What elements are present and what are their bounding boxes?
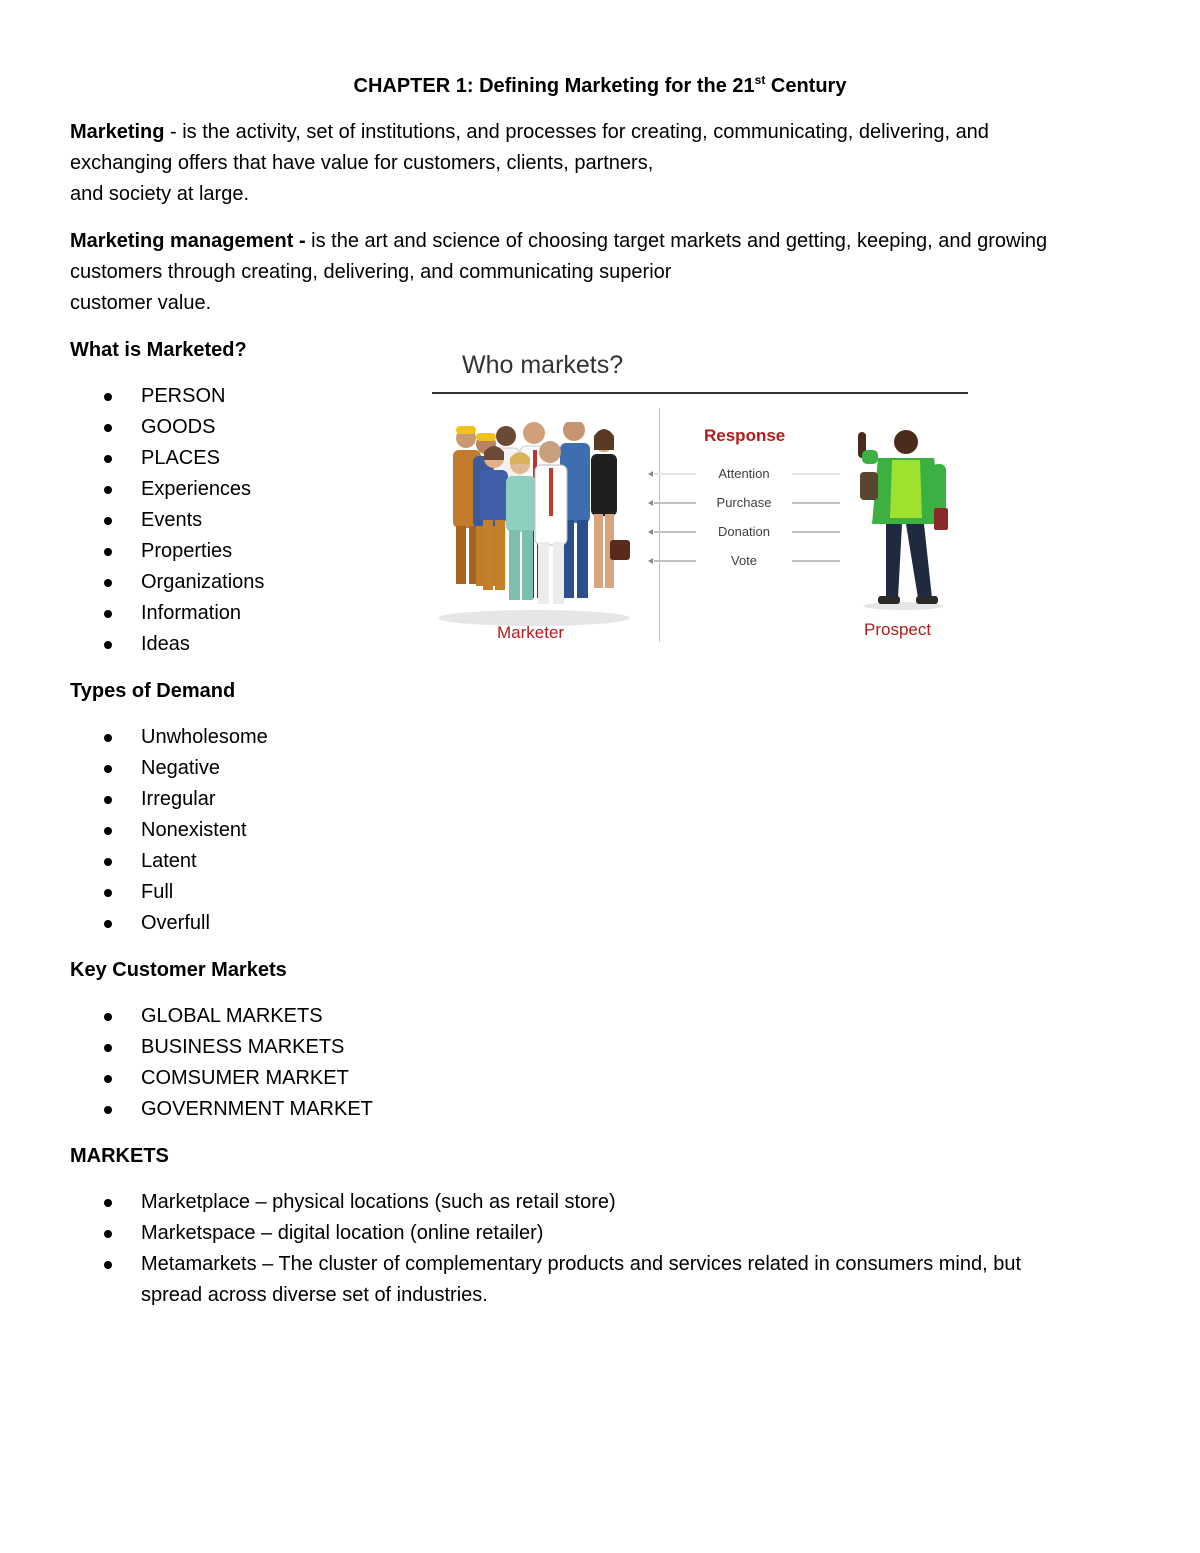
list-item-text: Experiences xyxy=(141,478,252,500)
response-arrow-line xyxy=(654,473,696,475)
management-def-text2: customers through creating, delivering, and communicating superior xyxy=(70,261,672,283)
prospect-person-illustration xyxy=(848,428,958,610)
list-item xyxy=(70,381,264,412)
list-item-text: GOVERNMENT MARKET xyxy=(141,1098,373,1120)
marketing-definition xyxy=(70,117,1130,210)
list-item xyxy=(70,443,264,474)
bullet-icon xyxy=(104,1044,112,1052)
list-item-text-line2: spread across diverse set of industries. xyxy=(141,1284,488,1306)
bullet-icon xyxy=(104,424,112,432)
types-of-demand-heading: Types of Demand xyxy=(70,680,236,702)
bullet-icon xyxy=(104,1230,112,1238)
key-customer-markets-list xyxy=(70,1001,373,1125)
list-item xyxy=(70,784,268,815)
bullet-icon xyxy=(104,548,112,556)
list-item-text: Overfull xyxy=(141,912,210,934)
markets-list xyxy=(70,1187,1141,1311)
list-item xyxy=(70,1063,373,1094)
arrow-head-icon xyxy=(648,529,653,535)
title-superscript: st xyxy=(754,73,766,87)
page-title xyxy=(0,72,1200,100)
bullet-icon xyxy=(104,1075,112,1083)
list-item xyxy=(70,722,268,753)
bullet-icon xyxy=(104,765,112,773)
figure-title-rule xyxy=(432,392,968,394)
response-purchase: Purchase xyxy=(716,495,772,510)
list-item xyxy=(70,753,268,784)
what-is-marketed-list xyxy=(70,381,264,660)
list-item xyxy=(70,629,264,660)
arrow-head-icon xyxy=(648,558,653,564)
list-item-text: Irregular xyxy=(141,788,216,810)
list-item-text: PERSON xyxy=(141,385,226,407)
response-arrow-line xyxy=(792,531,840,533)
list-item-text: Properties xyxy=(141,540,233,562)
who-markets-figure xyxy=(430,340,970,645)
list-item xyxy=(70,815,268,846)
response-title: Response xyxy=(704,426,786,445)
response-arrow-line xyxy=(792,473,840,475)
bullet-icon xyxy=(104,858,112,866)
list-item-text: GLOBAL MARKETS xyxy=(141,1005,323,1027)
list-item xyxy=(70,536,264,567)
bullet-icon xyxy=(104,579,112,587)
list-item xyxy=(70,598,264,629)
list-item-text: GOODS xyxy=(141,416,216,438)
list-item xyxy=(70,1032,373,1063)
list-item-text: Unwholesome xyxy=(141,726,268,748)
bullet-icon xyxy=(104,1199,112,1207)
response-arrow-line xyxy=(792,560,840,562)
management-def-text3: customer value. xyxy=(70,292,212,314)
list-item xyxy=(70,1249,1141,1311)
list-item-text: PLACES xyxy=(141,447,220,469)
list-item-text: Nonexistent xyxy=(141,819,247,841)
list-item xyxy=(70,1187,1141,1218)
list-item-text: COMSUMER MARKET xyxy=(141,1067,349,1089)
bullet-icon xyxy=(104,889,112,897)
list-item xyxy=(70,908,268,939)
response-donation: Donation xyxy=(717,524,771,539)
person-icon xyxy=(535,441,567,604)
key-customer-markets-heading: Key Customer Markets xyxy=(70,959,287,981)
response-arrow-line xyxy=(792,502,840,504)
list-item xyxy=(70,474,264,505)
list-item-text-line1: Metamarkets – The cluster of complementary products and services related in consumers mind, but xyxy=(141,1253,1022,1275)
response-arrow-line xyxy=(654,560,696,562)
response-attention: Attention xyxy=(718,466,770,481)
title-text: CHAPTER 1: Defining Marketing for the 21 xyxy=(353,75,755,97)
marketing-def-text1: - is the activity, set of institutions, and processes for creating, communicating, delivering, and xyxy=(164,121,989,143)
list-item xyxy=(70,567,264,598)
title-tail: Century xyxy=(765,75,847,97)
marketer-label: Marketer xyxy=(497,623,565,642)
marketing-definition-line1 xyxy=(70,117,1130,148)
bullet-icon xyxy=(104,920,112,928)
bullet-icon xyxy=(104,1013,112,1021)
list-item-text: Latent xyxy=(141,850,197,872)
marketing-def-text3: and society at large. xyxy=(70,183,249,205)
bullet-icon xyxy=(104,1261,112,1269)
list-item-text: Marketplace – physical locations (such as retail store) xyxy=(141,1191,616,1213)
list-item xyxy=(70,1001,373,1032)
arrow-head-icon xyxy=(648,500,653,506)
what-is-marketed-heading: What is Marketed? xyxy=(70,339,247,361)
marketer-people-illustration xyxy=(434,422,634,627)
list-item-text: BUSINESS MARKETS xyxy=(141,1036,345,1058)
person-icon xyxy=(591,429,630,588)
figure-divider xyxy=(659,408,660,642)
marketing-def-text2: exchanging offers that have value for customers, clients, partners, xyxy=(70,152,654,174)
management-definition xyxy=(70,226,1130,319)
list-item-text: Ideas xyxy=(141,633,190,655)
bullet-icon xyxy=(104,393,112,401)
response-arrow-line xyxy=(654,531,696,533)
bullet-icon xyxy=(104,455,112,463)
response-arrow-line xyxy=(654,502,696,504)
list-item-text: Full xyxy=(141,881,174,903)
response-vote: Vote xyxy=(730,553,758,568)
management-definition-line1 xyxy=(70,226,1130,257)
list-item-text: Events xyxy=(141,509,203,531)
list-item xyxy=(70,1218,1141,1249)
bullet-icon xyxy=(104,517,112,525)
bullet-icon xyxy=(104,1106,112,1114)
arrow-head-icon xyxy=(648,471,653,477)
bullet-icon xyxy=(104,827,112,835)
list-item xyxy=(70,877,268,908)
list-item-text: Marketspace – digital location (online retailer) xyxy=(141,1222,544,1244)
figure-title: Who markets? xyxy=(462,351,624,379)
types-of-demand-list xyxy=(70,722,268,939)
bullet-icon xyxy=(104,796,112,804)
bullet-icon xyxy=(104,641,112,649)
list-item xyxy=(70,846,268,877)
management-def-text1: is the art and science of choosing target markets and getting, keeping, and growing xyxy=(305,230,1048,252)
list-item xyxy=(70,505,264,536)
bullet-icon xyxy=(104,734,112,742)
markets-heading: MARKETS xyxy=(70,1145,169,1167)
list-item xyxy=(70,412,264,443)
management-term: Marketing management - xyxy=(70,230,306,252)
list-item-text: Organizations xyxy=(141,571,265,593)
marketing-term: Marketing xyxy=(70,121,165,143)
list-item-text: Information xyxy=(141,602,242,624)
list-item xyxy=(70,1094,373,1125)
bullet-icon xyxy=(104,486,112,494)
list-item-text: Negative xyxy=(141,757,220,779)
prospect-label: Prospect xyxy=(864,620,932,639)
bullet-icon xyxy=(104,610,112,618)
